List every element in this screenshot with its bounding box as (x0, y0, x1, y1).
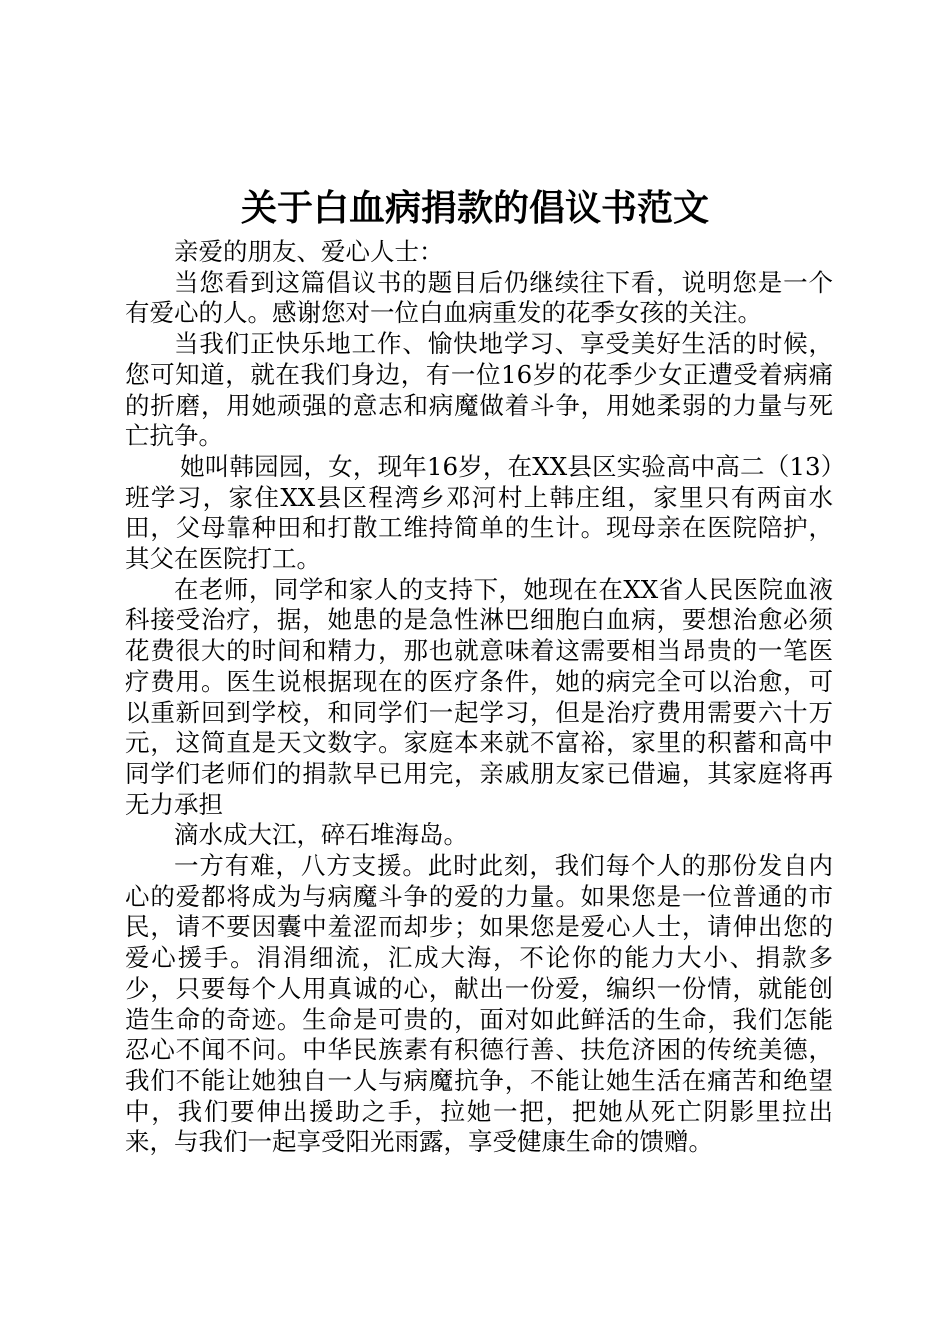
paragraph-intro: 当您看到这篇倡议书的题目后仍继续往下看，说明您是一个有爱心的人。感谢您对一位白血病重发的花季女孩的关注。 (125, 267, 833, 328)
salutation: 亲爱的朋友、爱心人士： (174, 237, 444, 266)
paragraph-background: 她叫韩园园，女，现年16岁，在XX县区实验高中高二（13）班学习，家住XX县区程湾乡邓河村上韩庄组，家里只有两亩水田，父母靠种田和打散工维持简单的生计。现母亲在医院陪护，其父在医院打工。 (125, 451, 833, 574)
paragraph-appeal: 一方有难，八方支援。此时此刻，我们每个人的那份发自内心的爱都将成为与病魔斗争的爱的力量。如果您是一位普通的市民，请不要因囊中羞涩而却步；如果您是爱心人士，请伸出您的爱心援手。涓涓细流，汇成大海，不论你的能力大小、捐款多少，只要每个人用真诚的心，献出一份爱，编织一份情，就能创造生命的奇迹。生命是可贵的，面对如此鲜活的生命，我们怎能忍心不闻不问。中华民族素有积德行善、扶危济困的传统美德，我们不能让她独自一人与病魔抗争，不能让她生活在痛苦和绝望中，我们要伸出援助之手，拉她一把，把她从死亡阴影里拉出来，与我们一起享受阳光雨露，享受健康生命的馈赠。 (125, 851, 833, 1157)
paragraph-situation: 当我们正快乐地工作、愉快地学习、享受美好生活的时候，您可知道，就在我们身边，有一位16岁的花季少女正遭受着病痛的折磨，用她顽强的意志和病魔做着斗争，用她柔弱的力量与死亡抗争。 (125, 329, 833, 451)
paragraph-proverb: 滴水成大江，碎石堆海岛。 (174, 820, 468, 850)
paragraph-treatment: 在老师，同学和家人的支持下，她现在在XX省人民医院血液科接受治疗，据，她患的是急性淋巴细胞白血病，要想治愈必须花费很大的时间和精力，那也就意味着这需要相当昂贵的一笔医疗费用。医生说根据现在的医疗条件，她的病完全可以治愈，可以重新回到学校，和同学们一起学习，但是治疗费用需要六十万元，这简直是天文数字。家庭本来就不富裕，家里的积蓄和高中同学们老师们的捐款早已用完，亲戚朋友家已借遍，其家庭将再无力承担 (125, 574, 833, 819)
document-title: 关于白血病捐款的倡议书范文 (240, 187, 709, 229)
document-body (125, 237, 833, 1158)
